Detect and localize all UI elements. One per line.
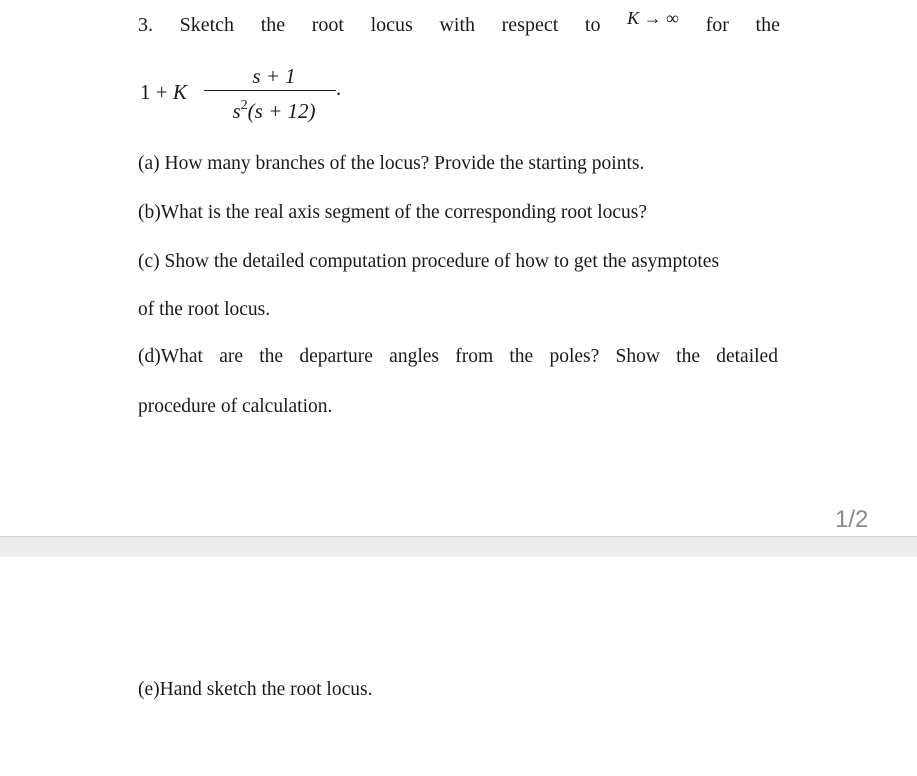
heading-word: the <box>755 14 780 36</box>
arrow-infinity: → ∞ <box>643 8 679 28</box>
heading-word: to <box>584 14 601 36</box>
numerator-text: s + 1 <box>252 64 296 88</box>
part-d-word: the <box>259 346 284 367</box>
denominator-exponent: 2 <box>240 98 248 113</box>
heading-word: for <box>705 14 729 36</box>
part-e: (e)Hand sketch the root locus. <box>138 679 373 700</box>
page-indicator: 1/2 <box>835 506 869 533</box>
k-to-infinity <box>627 8 679 38</box>
denominator-rest: (s + 12) <box>247 99 316 123</box>
part-a: (a) How many branches of the locus? Provide the starting points. <box>138 153 645 174</box>
heading-word: root <box>311 14 344 36</box>
part-d-word: detailed <box>716 346 778 367</box>
part-d-line-2: procedure of calculation. <box>138 396 333 417</box>
formula-lead <box>140 80 187 105</box>
part-d-word: from <box>455 346 494 367</box>
question-heading <box>138 8 780 44</box>
part-d-word: Show <box>615 346 660 367</box>
fraction-denominator <box>214 91 334 121</box>
part-d-word: (d)What <box>138 346 203 367</box>
heading-word: Sketch <box>179 14 235 36</box>
heading-word: the <box>260 14 286 36</box>
part-b: (b)What is the real axis segment of the corresponding root locus? <box>138 202 648 223</box>
document-page-2 <box>0 557 917 776</box>
part-d-word: angles <box>389 346 439 367</box>
part-d-word: poles? <box>549 346 600 367</box>
part-d-word: the <box>676 346 700 367</box>
fraction-numerator <box>214 62 334 90</box>
denominator-base: s <box>232 99 241 123</box>
page-separator <box>0 536 917 558</box>
k-symbol: K <box>627 8 640 28</box>
characteristic-equation <box>140 62 360 132</box>
part-d-word: are <box>219 346 244 367</box>
heading-word: with <box>439 14 475 36</box>
part-d-word: departure <box>299 346 373 367</box>
question-number: 3. <box>138 14 153 36</box>
part-c-line-2: of the root locus. <box>138 299 271 320</box>
heading-word: locus <box>370 14 413 36</box>
part-d-word: the <box>509 346 534 367</box>
gain-symbol: K <box>172 80 187 104</box>
formula-period: . <box>336 76 342 100</box>
one-plus: 1 + <box>140 80 173 104</box>
part-c-line-1: (c) Show the detailed computation procedure of how to get the asymptotes <box>138 251 720 272</box>
part-d-line-1 <box>138 346 778 368</box>
transfer-fraction <box>214 62 334 121</box>
heading-word: respect <box>501 14 559 36</box>
